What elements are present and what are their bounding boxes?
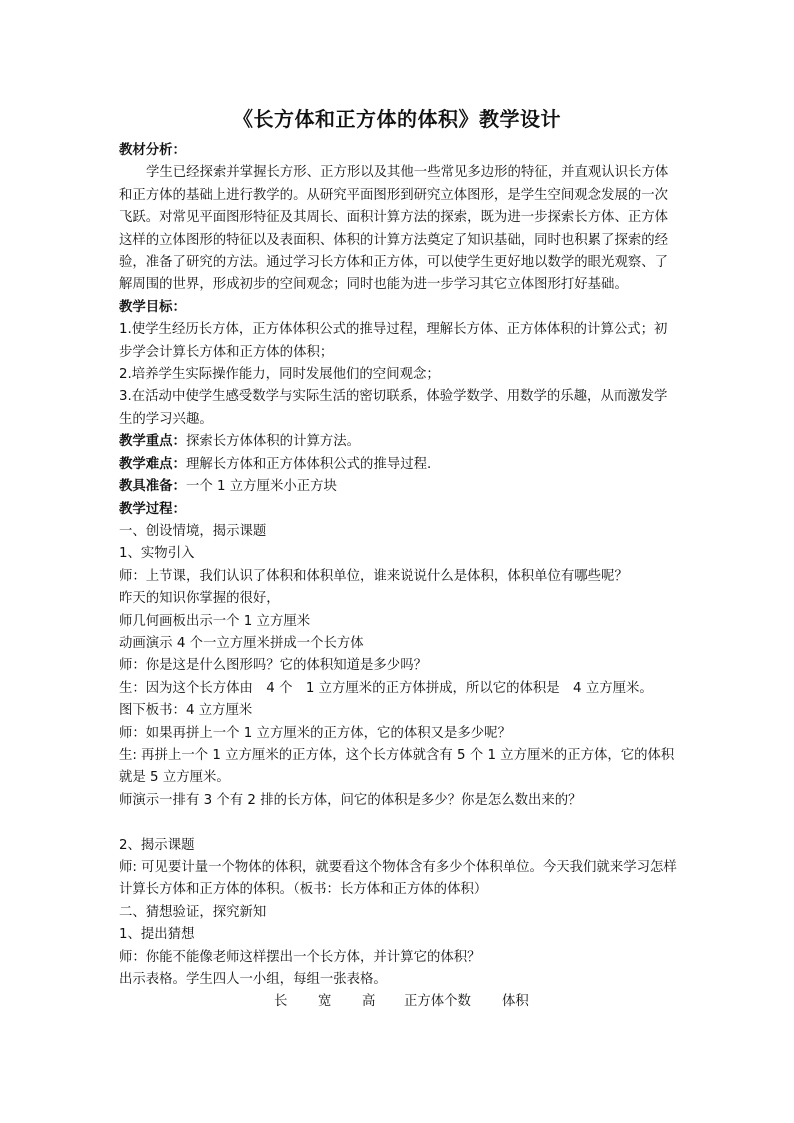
table-header-length: 长 xyxy=(274,994,288,1010)
difficulty-label: 教学难点： xyxy=(119,456,186,472)
process-line: 师: 可见要计量一个物体的体积，就要看这个物体含有多少个体积单位。今天我们就来学习怎样计算长方体和正方体的体积。（板书：长方体和正方体的体积） xyxy=(119,859,677,898)
process-line: 师：你是这是什么图形吗？它的体积知道是多少吗？ xyxy=(119,658,427,674)
goal-item-2: 2.培养学生实际操作能力，同时发展他们的空间观念； xyxy=(119,367,440,383)
document-title: 《长方体和正方体的体积》教学设计 xyxy=(233,107,561,131)
key-point-line xyxy=(119,431,677,453)
process-line: 动画演示 4 个一立方厘米拼成一个长方体 xyxy=(119,635,364,651)
key-point-text: 探索长方体体积的计算方法。 xyxy=(185,434,361,450)
process-line: 师几何画板出示一个 1 立方厘米 xyxy=(119,613,311,629)
process-line: 图下板书：4 立方厘米 xyxy=(119,703,253,719)
process-line: 二、猜想验证，探究新知 xyxy=(119,904,267,920)
blank-line xyxy=(119,812,677,834)
process-line: 1、提出猜想 xyxy=(119,927,195,943)
process-line: 一、创设情境，揭示课题 xyxy=(119,523,267,539)
goals-heading: 教学目标： xyxy=(119,299,186,315)
process-line: 2、揭示课题 xyxy=(119,837,195,853)
analysis-paragraph: 学生已经探索并掌握长方形、正方形以及其他一些常见多边形的特征，并直观认识长方体和正方体的基础上进行教学的。从研究平面图形到研究立体图形，是学生空间观念发展的一次飞跃。对常见平面图形特征及其周长、面积计算方法的探索，既为进一步探索长方体、正方体这样的立体图形的特征以及表面积、体积的计算方法奠定了知识基础，同时也积累了探索的经验，准备了研究的方法。通过学习长方体和正方体，可以使学生更好地以数学的眼光观察、了解周围的世界，形成初步的空间观念；同时也能为进一步学习其它立体图形打好基础。 xyxy=(119,165,669,293)
table-header-row xyxy=(119,991,677,1013)
table-header-cube-count: 正方体个数 xyxy=(404,994,471,1010)
goal-item-1: 1.使学生经历长方体，正方体体积公式的推导过程，理解长方体、正方体体积的计算公式；初步学会计算长方体和正方体的体积； xyxy=(119,322,668,360)
process-line: 昨天的知识你掌握的很好， xyxy=(119,591,280,607)
process-line: 师：你能不能像老师这样摆出一个长方体，并计算它的体积？ xyxy=(119,949,481,965)
process-line: 1、实物引入 xyxy=(119,546,195,562)
process-line: 师：如果再拼上一个 1 立方厘米的正方体，它的体积又是多少呢？ xyxy=(119,725,511,741)
analysis-heading: 教材分析： xyxy=(119,143,186,158)
difficulty-line xyxy=(119,454,677,476)
process-line: 出示表格。学生四人一小组，每组一张表格。 xyxy=(119,972,387,988)
key-point-label: 教学重点： xyxy=(119,434,186,450)
materials-label: 教具准备： xyxy=(119,479,186,495)
goal-item-3: 3.在活动中使学生感受数学与实际生活的密切联系，体验学数学、用数学的乐趣，从而激发学生的学习兴趣。 xyxy=(119,389,668,427)
table-header-height: 高 xyxy=(362,994,376,1010)
process-line: 生: 再拼上一个 1 立方厘米的正方体，这个长方体就含有 5 个 1 立方厘米的正方体，它的体积就是 5 立方厘米。 xyxy=(119,747,675,786)
table-header-width: 宽 xyxy=(318,994,332,1010)
materials-line xyxy=(119,476,677,498)
document-body xyxy=(119,140,677,1014)
process-line: 师：上节课，我们认识了体积和体积单位，谁来说说什么是体积，体积单位有哪些呢？ xyxy=(119,568,628,584)
process-heading: 教学过程： xyxy=(119,501,186,517)
materials-text: 一个 1 立方厘米小正方块 xyxy=(185,479,337,495)
table-header-volume: 体积 xyxy=(502,994,529,1010)
process-line: 生：因为这个长方体由 4 个 1 立方厘米的正方体拼成，所以它的体积是 4 立方厘米。 xyxy=(119,680,653,696)
process-line: 师演示一排有 3 个有 2 排的长方体，问它的体积是多少？你是怎么数出来的？ xyxy=(119,792,582,808)
difficulty-text: 理解长方体和正方体体积公式的推导过程. xyxy=(185,456,432,472)
